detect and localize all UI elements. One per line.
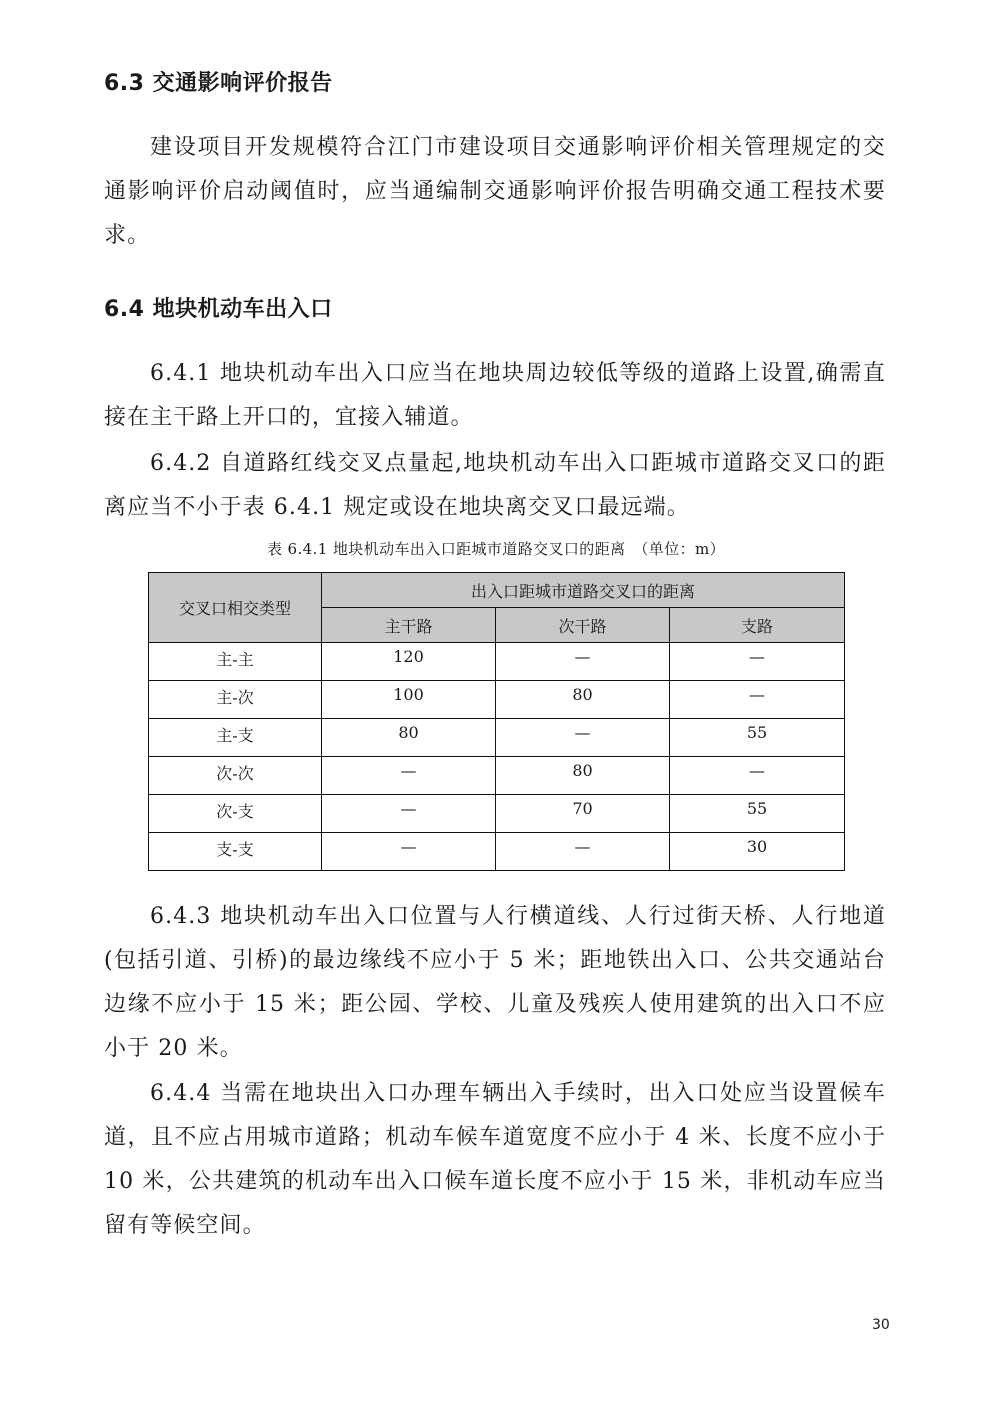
table-row — [149, 719, 845, 757]
paragraph-6-4-4: 6.4.4 当需在地块出入口办理车辆出入手续时，出入口处应当设置候车道，且不应占用城市道路；机动车候车道宽度不应小于 4 米、长度不应小于 10 米，公共建筑的机动车出入口候车道长度不应小于 15 米，非机动车应当留有等候空间。 — [104, 1081, 886, 1238]
header-col-secondary: 次干路 — [496, 608, 670, 643]
paragraph-6-3: 建设项目开发规模符合江门市建设项目交通影响评价相关管理规定的交通影响评价启动阈值时，应当通编制交通影响评价报告明确交通工程技术要求。 — [104, 135, 886, 248]
cell-intersection-type: 主-支 — [149, 719, 322, 757]
cell-distance-value: — — [496, 643, 670, 681]
cell-distance-value: 70 — [496, 795, 670, 833]
header-col-branch: 支路 — [670, 608, 845, 643]
cell-distance-value: — — [670, 757, 845, 795]
cell-distance-value: — — [670, 643, 845, 681]
cell-distance-value: 30 — [670, 833, 845, 871]
cell-distance-value: — — [322, 757, 496, 795]
header-distance-group: 出入口距城市道路交叉口的距离 — [322, 573, 845, 608]
cell-distance-value: — — [670, 681, 845, 719]
table-row — [149, 833, 845, 871]
table-row — [149, 643, 845, 681]
section-heading-6-4: 6.4 地块机动车出入口 — [104, 297, 333, 322]
cell-intersection-type: 次-支 — [149, 795, 322, 833]
cell-intersection-type: 支-支 — [149, 833, 322, 871]
cell-intersection-type: 主-次 — [149, 681, 322, 719]
cell-distance-value: — — [496, 833, 670, 871]
header-col-arterial: 主干路 — [322, 608, 496, 643]
cell-intersection-type: 次-次 — [149, 757, 322, 795]
cell-distance-value: — — [322, 795, 496, 833]
paragraph-6-4-3: 6.4.3 地块机动车出入口位置与人行横道线、人行过街天桥、人行地道(包括引道、引桥)的最边缘线不应小于 5 米；距地铁出入口、公共交通站台边缘不应小于 15 米；距公园、学校、儿童及残疾人使用建筑的出入口不应小于 20 米。 — [104, 904, 886, 1061]
cell-distance-value: — — [322, 833, 496, 871]
page-number: 30 — [872, 1317, 890, 1333]
cell-distance-value: 80 — [496, 681, 670, 719]
cell-intersection-type: 主-主 — [149, 643, 322, 681]
header-intersection-type: 交叉口相交类型 — [149, 573, 322, 643]
cell-distance-value: 55 — [670, 719, 845, 757]
cell-distance-value: 100 — [322, 681, 496, 719]
table-row — [149, 681, 845, 719]
cell-distance-value: 80 — [496, 757, 670, 795]
distance-table — [148, 572, 845, 871]
paragraph-6-4-1: 6.4.1 地块机动车出入口应当在地块周边较低等级的道路上设置,确需直接在主干路上开口的，宜接入辅道。 — [104, 361, 886, 430]
cell-distance-value: — — [496, 719, 670, 757]
table-caption: 表 6.4.1 地块机动车出入口距城市道路交叉口的距离 （单位：m） — [266, 540, 726, 558]
paragraph-6-4-2: 6.4.2 自道路红线交叉点量起,地块机动车出入口距城市道路交叉口的距离应当不小于表 6.4.1 规定或设在地块离交叉口最远端。 — [104, 451, 886, 520]
section-heading-6-3: 6.3 交通影响评价报告 — [104, 71, 333, 96]
table-row — [149, 795, 845, 833]
cell-distance-value: 80 — [322, 719, 496, 757]
table-row — [149, 757, 845, 795]
cell-distance-value: 120 — [322, 643, 496, 681]
cell-distance-value: 55 — [670, 795, 845, 833]
table-header-row — [149, 573, 845, 608]
